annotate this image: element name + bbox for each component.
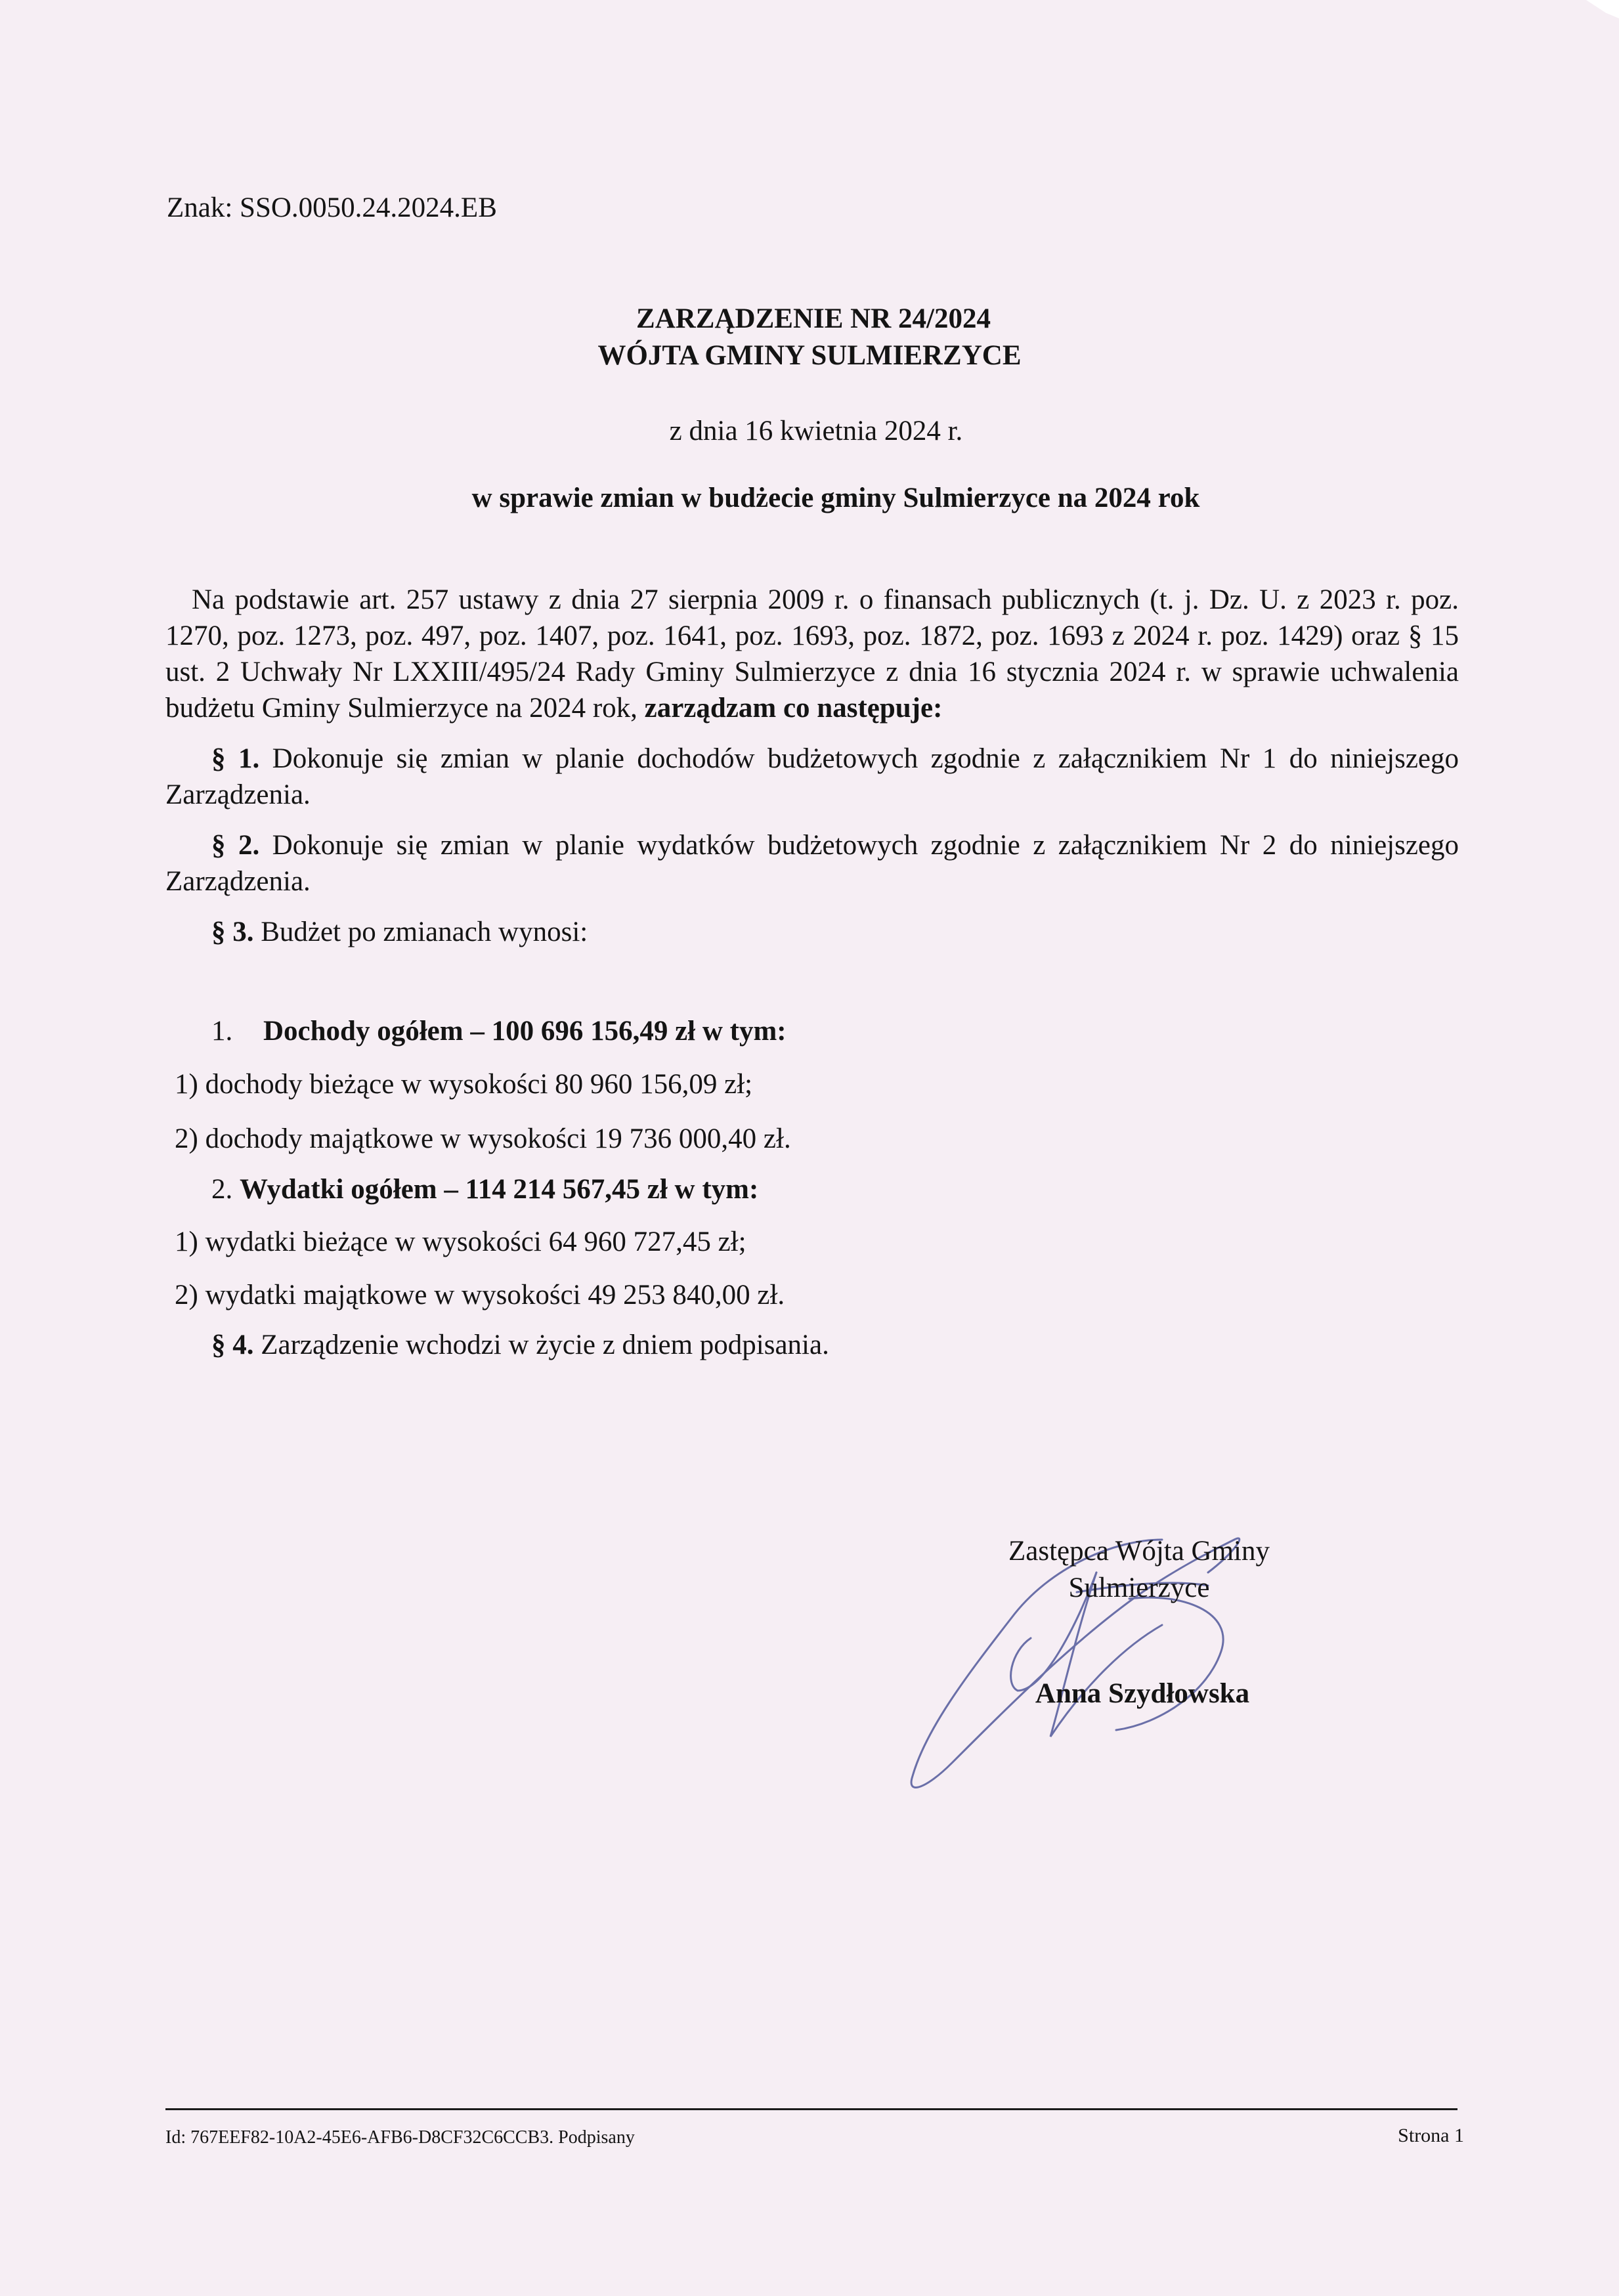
title-line-1: ZARZĄDZENIE NR 24/2024 [636, 303, 991, 334]
folded-corner [1586, 0, 1619, 18]
reference-number: Znak: SSO.0050.24.2024.EB [167, 192, 497, 223]
paragraph-3 [165, 914, 1459, 950]
document-id: Id: 767EEF82-10A2-45E6-AFB6-D8CF32C6CCB3. Podpisany [165, 2127, 635, 2148]
paragraph-number: § 1. [211, 743, 260, 774]
expenses-item-2: 2) wydatki majątkowe w wysokości 49 253 840,00 zł. [175, 1280, 785, 1310]
paragraph-number: § 4. [211, 1330, 254, 1360]
signature-block [985, 1533, 1293, 1712]
preamble-closing: zarządzam co następuje: [644, 693, 943, 724]
signatory-role-line-2: Sulmierzyce [1068, 1572, 1210, 1603]
paragraph-text: Dokonuje się zmian w planie wydatków budżetowych zgodnie z załącznikiem Nr 2 do niniejszego Zarządzenia. [165, 830, 1459, 897]
income-item-1: 1) dochody bieżące w wysokości 80 960 156,09 zł; [175, 1069, 753, 1100]
signatory-role-line-1: Zastępca Wójta Gminy [1008, 1536, 1270, 1567]
paragraph-2 [165, 827, 1459, 899]
document-body [165, 582, 1459, 950]
paragraph-text: Budżet po zmianach wynosi: [261, 917, 588, 947]
paragraph-text: Dokonuje się zmian w planie dochodów budżetowych zgodnie z załącznikiem Nr 1 do niniejszego Zarządzenia. [165, 743, 1459, 810]
document-date: z dnia 16 kwietnia 2024 r. [669, 416, 963, 446]
paragraph-1 [165, 741, 1459, 813]
expenses-number: 2. [211, 1174, 233, 1205]
document-subject: w sprawie zmian w budżecie gminy Sulmierzyce na 2024 rok [471, 483, 1200, 513]
income-number: 1. [211, 1016, 233, 1047]
document-title [0, 301, 1619, 374]
footer-divider [165, 2108, 1457, 2110]
preamble-text: Na podstawie art. 257 ustawy z dnia 27 sierpnia 2009 r. o finansach publicznych (t. j. Dz. U. z 2023 r. poz. 1270, poz. 1273, poz. 497, poz. 1407, poz. 1641, poz. 1693, poz. 1872, poz. 1693 z 2024 r. poz. 1429) oraz § 15 ust. 2 Uchwały Nr LXXIII/495/24 Rady Gminy Sulmierzyce z dnia 16 stycznia 2024 r. w sprawie uchwalenia budżetu Gminy Sulmierzyce na 2024 rok, [165, 584, 1459, 724]
income-item-2: 2) dochody majątkowe w wysokości 19 736 000,40 zł. [175, 1123, 791, 1154]
income-label: Dochody ogółem – 100 696 156,49 zł w tym: [263, 1016, 787, 1047]
expenses-label: Wydatki ogółem – 114 214 567,45 zł w tym: [240, 1174, 759, 1205]
expenses-total [211, 1173, 758, 1205]
income-total [211, 1015, 787, 1047]
preamble [165, 582, 1459, 726]
signatory-name: Anna Szydłowska [1035, 1678, 1250, 1709]
paragraph-number: § 2. [211, 830, 260, 861]
title-line-2: WÓJTA GMINY SULMIERZYCE [597, 340, 1022, 371]
paragraph-text: Zarządzenie wchodzi w życie z dniem podpisania. [261, 1330, 829, 1360]
page-number: Strona 1 [1398, 2125, 1464, 2146]
paragraph-number: § 3. [211, 917, 254, 947]
paragraph-4 [211, 1329, 829, 1361]
expenses-item-1: 1) wydatki bieżące w wysokości 64 960 727,45 zł; [175, 1226, 746, 1257]
